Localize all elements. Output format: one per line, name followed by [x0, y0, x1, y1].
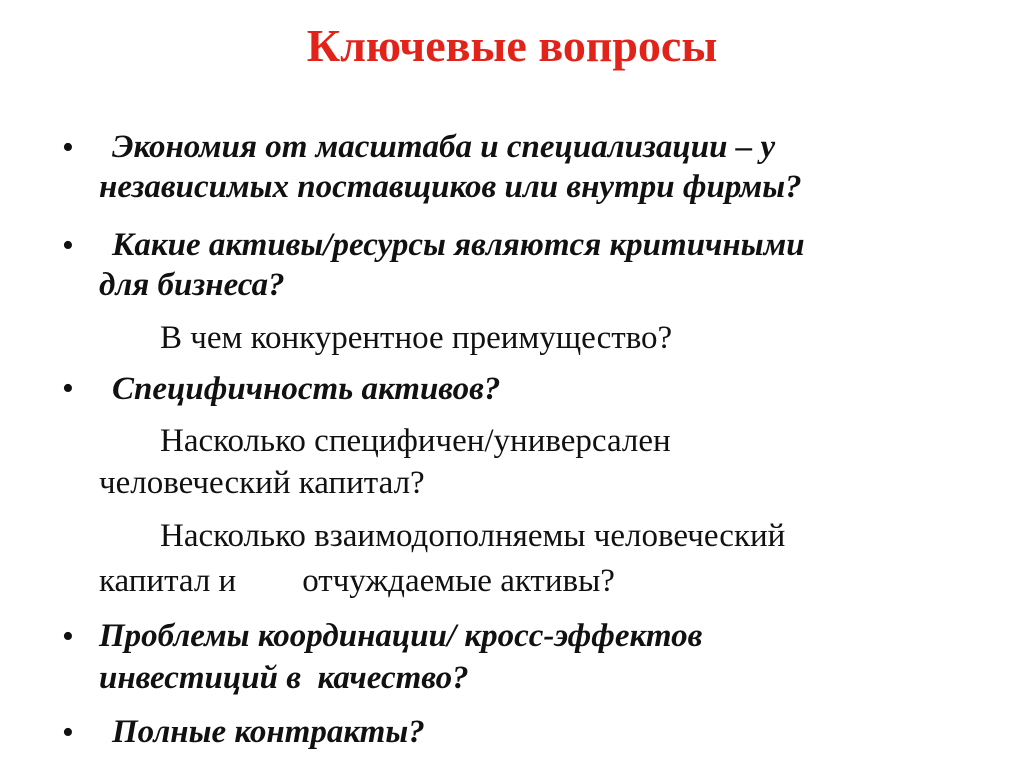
question-3-line-1: Специфичность активов? — [112, 371, 501, 407]
bullet-icon: • — [62, 129, 74, 166]
subpoint-complementarity-line-2: капитал и отчуждаемые активы? — [99, 563, 615, 599]
question-1-line-2: независимых поставщиков или внутри фирмы? — [99, 169, 802, 205]
question-4-line-1: Проблемы координации/ кросс-эффектов — [99, 618, 703, 654]
bullet-icon: • — [62, 618, 74, 655]
question-2-line-1: Какие активы/ресурсы являются критичными — [112, 227, 805, 263]
bullet-icon: • — [62, 370, 74, 407]
bullet-icon: • — [62, 227, 74, 264]
subpoint-complementarity-line-1: Насколько взаимодополняемы человеческий — [160, 518, 786, 554]
bullet-icon: • — [62, 714, 74, 751]
slide-title: Ключевые вопросы — [306, 20, 718, 71]
subpoint-human-capital-line-2: человеческий капитал? — [99, 465, 425, 501]
question-1-line-1: Экономия от масштаба и специализации – у — [112, 129, 776, 165]
question-4-line-2: инвестиций в качество? — [99, 660, 469, 696]
question-2-line-2: для бизнеса? — [99, 267, 285, 303]
subpoint-human-capital-line-1: Насколько специфичен/универсален — [160, 423, 671, 459]
question-5-line-1: Полные контракты? — [112, 714, 425, 750]
subpoint-competitive-advantage: В чем конкурентное преимущество? — [160, 320, 673, 356]
